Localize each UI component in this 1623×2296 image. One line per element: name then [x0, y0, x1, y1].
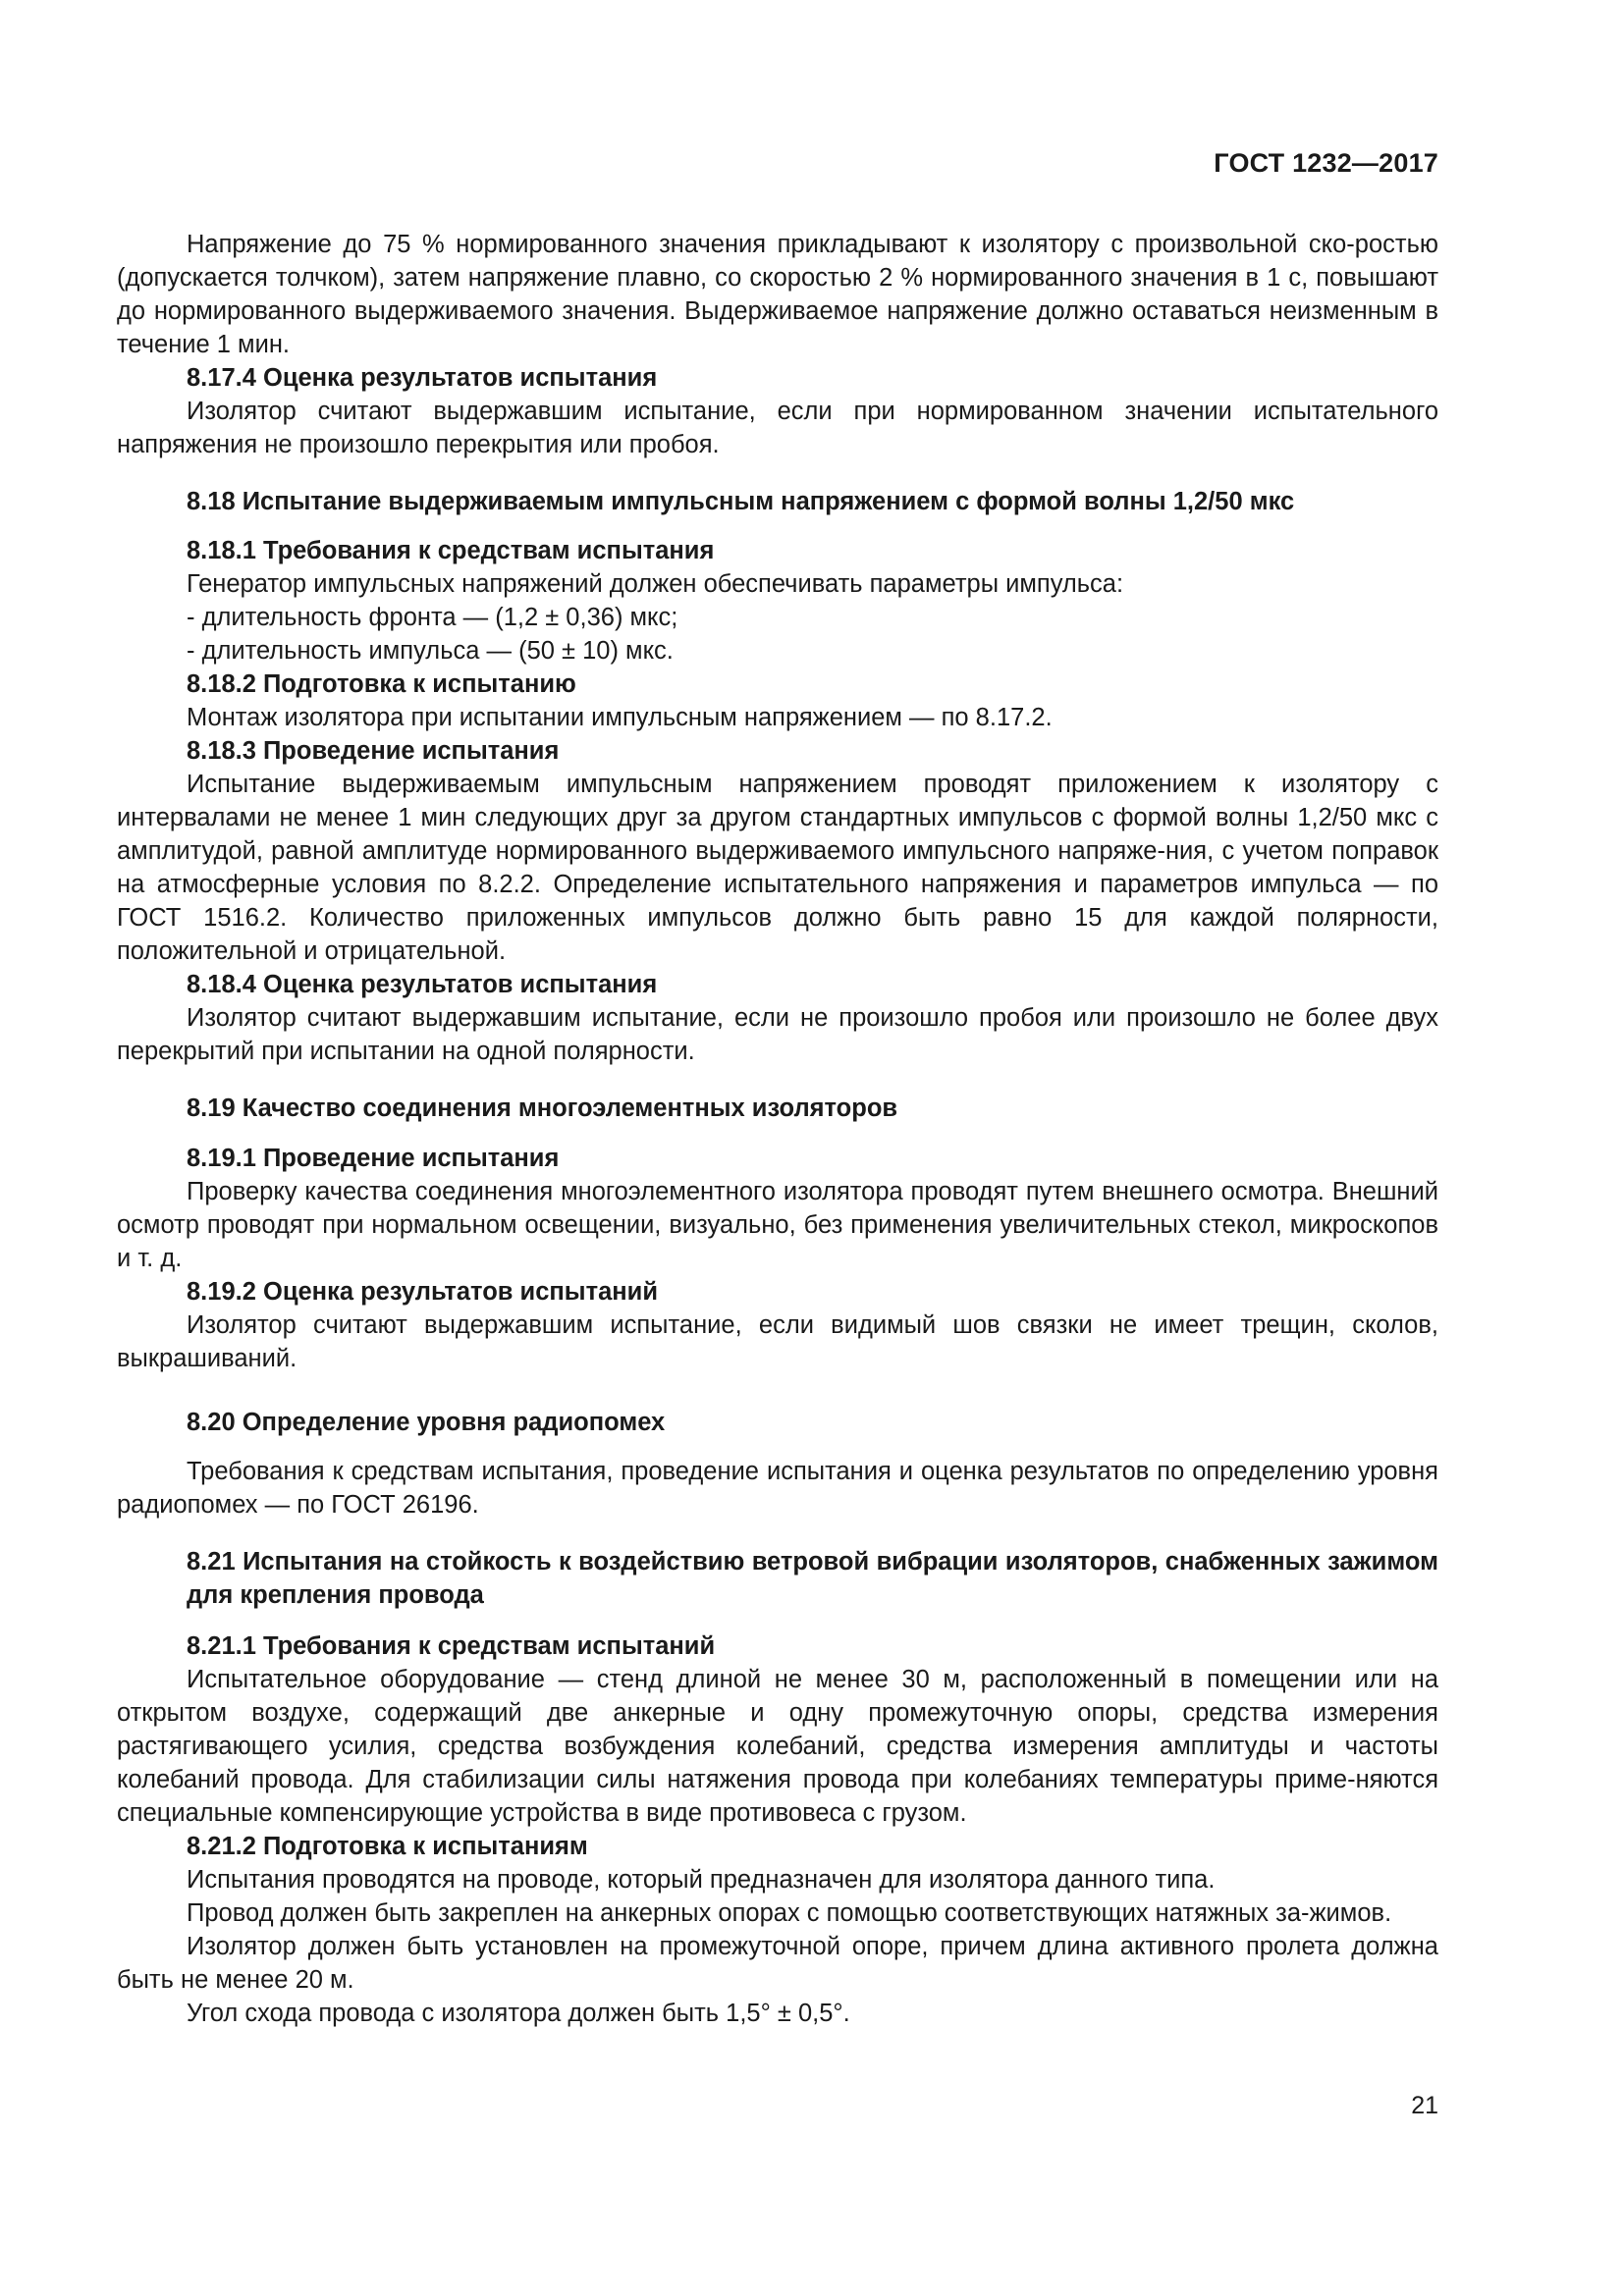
paragraph: Монтаж изолятора при испытании импульсным напряжением — по 8.17.2. — [187, 704, 1053, 731]
clause-heading-8-21-1: 8.21.1 Требования к средствам испытаний — [187, 1632, 716, 1660]
paragraph: Провод должен быть закреплен на анкерных опорах с помощью соответствующих натяжных за-жимов. — [187, 1899, 1392, 1927]
clause-heading-8-17-4: 8.17.4 Оценка результатов испытания — [187, 364, 658, 392]
paragraph: Испытание выдерживаемым импульсным напряжением проводят приложением к изолятору с интервалами не менее 1 мин следующих друг за другом стандартных импульсов с формой волны 1,2/50 мкс с амплитудой, равной амплитуде нормированного выдерживаемого импульсного напряже-ния, с учетом поправок на атмосферные условия по 8.2.2. Определение испытательного напряжения и параметров импульса — по ГОСТ 1516.2. Количество приложенных импульсов должно быть равно 15 для каждой полярности, положительной и отрицательной. — [117, 771, 1438, 965]
paragraph: Напряжение до 75 % нормированного значения прикладывают к изолятору с произвольной ско-ростью (допускается толчком), затем напряжение плавно, со скоростью 2 % нормированного значения в 1 с, повышают до нормированного выдерживаемого значения. Выдерживаемое напряжение должно оставаться неизменным в течение 1 мин. — [117, 231, 1438, 358]
section-heading-8-20 — [117, 1406, 1438, 1439]
clause-heading-8-21-2: 8.21.2 Подготовка к испытаниям — [187, 1833, 588, 1860]
section-title-8-18: 8.18 Испытание выдерживаемым импульсным напряжением с формой волны 1,2/50 мкс — [187, 488, 1295, 515]
section-heading-8-21 — [117, 1545, 1438, 1612]
paragraph: Испытания проводятся на проводе, который предназначен для изолятора данного типа. — [187, 1866, 1216, 1894]
list-item: - длительность импульса — (50 ± 10) мкс. — [187, 637, 674, 665]
section-8-19-body — [117, 1142, 1438, 1375]
list-item: - длительность фронта — (1,2 ± 0,36) мкс; — [187, 604, 678, 631]
paragraph: Изолятор считают выдержавшим испытание, если не произошло пробоя или произошло не более двух перекрытий при испытании на одной полярности. — [117, 1004, 1438, 1065]
paragraph: Проверку качества соединения многоэлементного изолятора проводят путем внешнего осмотра. Внешний осмотр проводят при нормальном освещении, визуально, без применения увеличительных стекол, микроскопов и т. д. — [117, 1178, 1438, 1272]
section-title-8-20: 8.20 Определение уровня радиопомех — [187, 1409, 666, 1436]
section-heading-8-18 — [117, 485, 1438, 518]
clause-heading-8-18-1: 8.18.1 Требования к средствам испытания — [187, 537, 715, 564]
section-8-18-body — [117, 534, 1438, 1068]
section-heading-8-19 — [117, 1092, 1438, 1125]
page-number: 21 — [1411, 2092, 1438, 2119]
standard-code: ГОСТ 1232—2017 — [1214, 148, 1438, 178]
paragraph: Требования к средствам испытания, проведение испытания и оценка результатов по определению уровня радиопомех — по ГОСТ 26196. — [117, 1458, 1438, 1519]
section-8-17-continuation — [117, 228, 1438, 461]
paragraph: Испытательное оборудование — стенд длиной не менее 30 м, расположенный в помещении или на открытом воздухе, содержащий две анкерные и одну промежуточную опоры, средства измерения растягивающего усилия, средства возбуждения колебаний, средства измерения амплитуды и частоты колебаний провода. Для стабилизации силы натяжения провода при колебаниях температуры приме-няются специальные компенсирующие устройства в виде противовеса с грузом. — [117, 1666, 1438, 1827]
paragraph: Угол схода провода с изолятора должен быть 1,5° ± 0,5°. — [187, 2000, 850, 2027]
clause-heading-8-19-2: 8.19.2 Оценка результатов испытаний — [187, 1278, 659, 1306]
clause-heading-8-18-2: 8.18.2 Подготовка к испытанию — [187, 670, 576, 698]
section-title-8-21: 8.21 Испытания на стойкость к воздействию ветровой вибрации изоляторов, снабженных зажимом для крепления провода — [187, 1548, 1438, 1609]
paragraph: Изолятор считают выдержавшим испытание, если при нормированном значении испытательного напряжения не произошло перекрытия или пробоя. — [117, 398, 1438, 458]
clause-heading-8-18-4: 8.18.4 Оценка результатов испытания — [187, 971, 658, 998]
section-8-20-body — [117, 1455, 1438, 1522]
document-page — [117, 0, 1438, 2296]
section-8-21-body — [117, 1629, 1438, 2030]
paragraph: Изолятор должен быть установлен на промежуточной опоре, причем длина активного пролета должна быть не менее 20 м. — [117, 1933, 1438, 1994]
clause-heading-8-19-1: 8.19.1 Проведение испытания — [187, 1145, 560, 1172]
section-title-8-19: 8.19 Качество соединения многоэлементных изоляторов — [187, 1095, 898, 1122]
paragraph: Генератор импульсных напряжений должен обеспечивать параметры импульса: — [187, 570, 1124, 598]
clause-heading-8-18-3: 8.18.3 Проведение испытания — [187, 737, 560, 765]
paragraph: Изолятор считают выдержавшим испытание, если видимый шов связки не имеет трещин, сколов, выкрашиваний. — [117, 1311, 1438, 1372]
